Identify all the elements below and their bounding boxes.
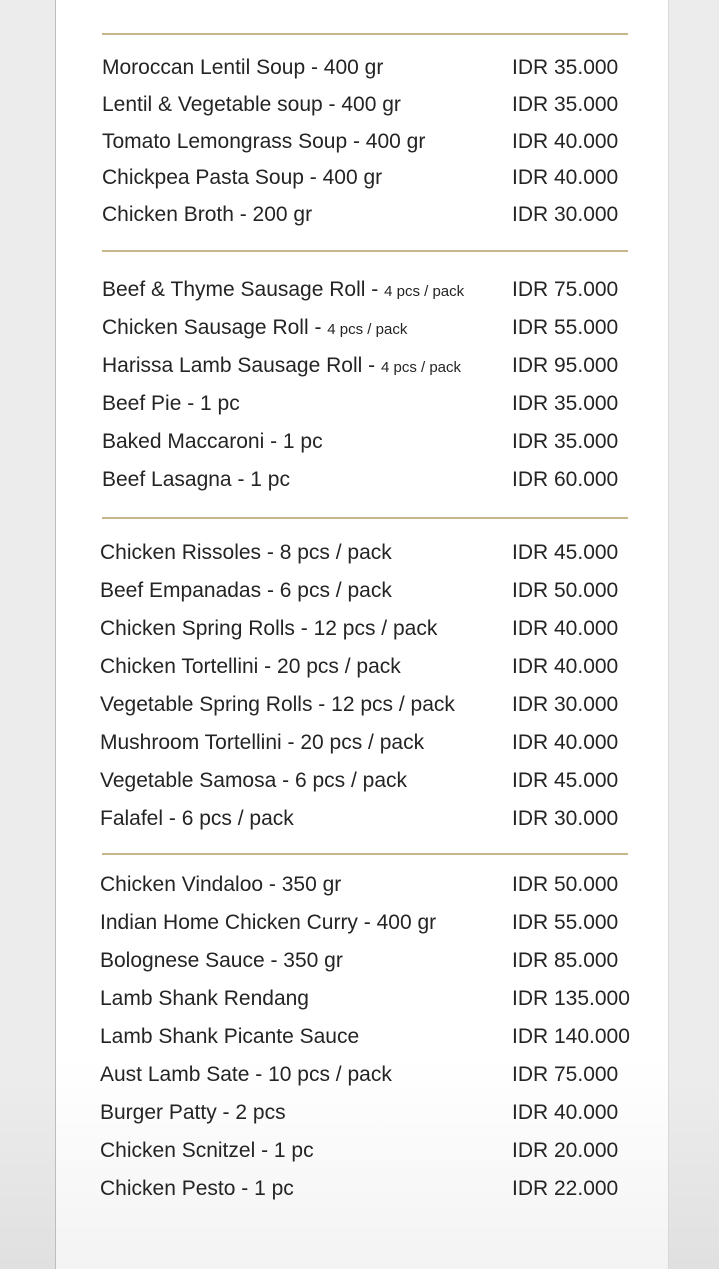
menu-item-name-text: Aust Lamb Sate - 10 pcs / pack [100, 1063, 392, 1086]
menu-item [0, 351, 719, 381]
menu-item-name [100, 984, 309, 1014]
menu-item-name [102, 313, 407, 345]
menu-item-price: IDR 85.000 [512, 949, 619, 972]
menu-item-price: IDR 45.000 [512, 541, 619, 564]
menu-item-name [100, 1136, 314, 1166]
menu-item [0, 538, 719, 568]
menu-item-price: IDR 135.000 [512, 987, 630, 1010]
menu-item [0, 652, 719, 682]
menu-item [0, 163, 719, 193]
menu-item-name-text: Chicken Broth - 200 gr [102, 203, 313, 226]
menu-item-price: IDR 55.000 [512, 316, 619, 339]
menu-item-name-text: Vegetable Samosa - 6 pcs / pack [100, 769, 408, 792]
menu-item-name-text: Indian Home Chicken Curry - 400 gr [100, 911, 437, 934]
menu-item-name-text: Lamb Shank Rendang [100, 987, 309, 1010]
menu-item-name-text: Lamb Shank Picante Sauce [100, 1025, 360, 1048]
menu-item-name [100, 1098, 286, 1128]
menu-item-name [102, 465, 290, 495]
menu-item-name-text: Chicken Vindaloo - 350 gr [100, 873, 342, 896]
menu-item-name [100, 908, 436, 938]
menu-item-price: IDR 20.000 [512, 1139, 619, 1162]
menu-item-name [102, 127, 425, 157]
menu-item [0, 200, 719, 230]
menu-item [0, 870, 719, 900]
menu-item-price: IDR 50.000 [512, 579, 619, 602]
menu-item-price: IDR 30.000 [512, 807, 619, 830]
menu-item [0, 804, 719, 834]
menu-item-name [100, 576, 392, 606]
menu-item-price: IDR 50.000 [512, 873, 619, 896]
menu-item-name [100, 690, 455, 720]
menu-item-name-text: Baked Maccaroni - 1 pc [102, 430, 323, 453]
menu-item [0, 53, 719, 83]
menu-item-quantity: 4 pcs / pack [380, 359, 462, 376]
menu-item [0, 1136, 719, 1166]
menu-item-name [100, 614, 437, 644]
menu-item-name-text: Mushroom Tortellini - 20 pcs / pack [100, 731, 425, 754]
menu-item-price: IDR 40.000 [512, 731, 619, 754]
menu-item [0, 313, 719, 343]
menu-item-name [102, 351, 461, 383]
menu-item-name-text: Lentil & Vegetable soup - 400 gr [102, 93, 401, 116]
menu-item [0, 127, 719, 157]
menu-item-name-text: Chicken Sausage Roll - [102, 316, 328, 339]
menu-item-price: IDR 30.000 [512, 693, 619, 716]
menu-item-name-text: Chicken Tortellini - 20 pcs / pack [100, 655, 401, 678]
menu-item-price: IDR 55.000 [512, 911, 619, 934]
menu-item-price: IDR 40.000 [512, 130, 619, 153]
menu-item-name [102, 427, 323, 457]
menu-item-name [100, 1060, 392, 1090]
menu-item-name [100, 766, 407, 796]
menu-item [0, 728, 719, 758]
menu-item-name-text: Harissa Lamb Sausage Roll - [102, 354, 381, 377]
menu-item-name [102, 53, 383, 83]
menu-item-name-text: Tomato Lemongrass Soup - 400 gr [102, 130, 426, 153]
menu-item-name [100, 870, 341, 900]
menu-item-price: IDR 30.000 [512, 203, 619, 226]
menu-item-name-text: Beef Pie - 1 pc [102, 392, 240, 415]
menu-item-price: IDR 40.000 [512, 1101, 619, 1124]
menu-item-name-text: Chicken Scnitzel - 1 pc [100, 1139, 314, 1162]
menu-item-name-text: Beef Empanadas - 6 pcs / pack [100, 579, 392, 602]
menu-item-name [100, 1022, 359, 1052]
menu-item-price: IDR 35.000 [512, 93, 619, 116]
menu-item [0, 576, 719, 606]
menu-item-name [102, 90, 401, 120]
menu-item [0, 427, 719, 457]
menu-item-name-text: Chicken Rissoles - 8 pcs / pack [100, 541, 392, 564]
menu-item-price: IDR 60.000 [512, 468, 619, 491]
menu-item-name-text: Vegetable Spring Rolls - 12 pcs / pack [100, 693, 455, 716]
menu-item-price: IDR 75.000 [512, 1063, 619, 1086]
menu-item [0, 465, 719, 495]
menu-item [0, 908, 719, 938]
menu-item-name [102, 275, 464, 307]
menu-item-name-text: Beef & Thyme Sausage Roll - [102, 278, 385, 301]
menu-item [0, 1174, 719, 1204]
menu-item-price: IDR 35.000 [512, 392, 619, 415]
menu-item-name [102, 200, 312, 230]
section-divider [102, 250, 628, 252]
menu-item-quantity: 4 pcs / pack [384, 283, 465, 300]
menu-item-name [100, 538, 392, 568]
menu-item [0, 275, 719, 305]
menu-item-price: IDR 35.000 [512, 430, 619, 453]
menu-item-price: IDR 40.000 [512, 166, 619, 189]
menu-item-name-text: Burger Patty - 2 pcs [100, 1101, 286, 1124]
menu-item-name [100, 946, 343, 976]
menu-item [0, 946, 719, 976]
menu-item-name-text: Moroccan Lentil Soup - 400 gr [102, 56, 384, 79]
menu-item-price: IDR 40.000 [512, 655, 619, 678]
menu-item-name [100, 804, 294, 834]
menu-item [0, 90, 719, 120]
menu-item-name-text: Chicken Pesto - 1 pc [100, 1177, 294, 1200]
menu-item [0, 1098, 719, 1128]
menu-item-price: IDR 22.000 [512, 1177, 619, 1200]
menu-item-price: IDR 40.000 [512, 617, 619, 640]
section-divider [102, 517, 628, 519]
menu-item-price: IDR 75.000 [512, 278, 619, 301]
menu-item [0, 614, 719, 644]
menu-item-price: IDR 45.000 [512, 769, 619, 792]
menu-item [0, 984, 719, 1014]
menu-item-name-text: Bolognese Sauce - 350 gr [100, 949, 343, 972]
menu-item-name [102, 163, 382, 193]
menu-item-name [100, 728, 424, 758]
menu-item [0, 1060, 719, 1090]
menu-item-name [100, 652, 401, 682]
section-divider [102, 33, 628, 35]
menu-item-name-text: Chicken Spring Rolls - 12 pcs / pack [100, 617, 438, 640]
menu-item-name-text: Beef Lasagna - 1 pc [102, 468, 290, 491]
menu-item [0, 766, 719, 796]
menu-item-name [102, 389, 240, 419]
menu-item-name-text: Chickpea Pasta Soup - 400 gr [102, 166, 383, 189]
menu-item [0, 389, 719, 419]
menu-item-quantity: 4 pcs / pack [327, 321, 408, 338]
menu-item-price: IDR 140.000 [512, 1025, 630, 1048]
menu-item-name-text: Falafel - 6 pcs / pack [100, 807, 294, 830]
menu-item-price: IDR 95.000 [512, 354, 619, 377]
menu-item [0, 1022, 719, 1052]
menu-item-price: IDR 35.000 [512, 56, 619, 79]
menu-item [0, 690, 719, 720]
menu-item-name [100, 1174, 294, 1204]
section-divider [102, 853, 628, 855]
